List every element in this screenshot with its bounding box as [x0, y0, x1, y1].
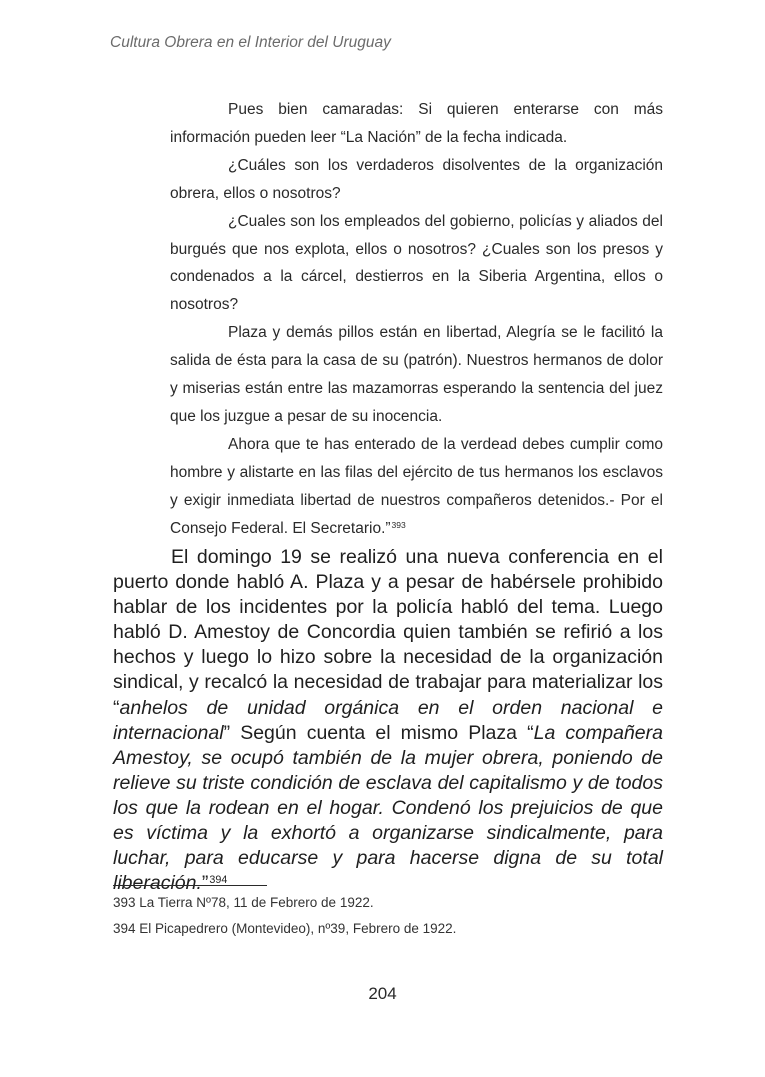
footnote-394: 394 El Picapedrero (Montevideo), nº39, Febrero de 1922.: [113, 920, 457, 936]
quote-paragraph-text: Ahora que te has enterado de la verdead debes cumplir como hombre y alistarte en las filas del ejército de tus hermanos los esclavos y exigir inmediata libertad de nuestros compañeros detenidos.- Por el Consejo Federal. El Secretario.”: [170, 435, 663, 537]
quote-paragraph-last: [170, 431, 663, 543]
footnote-ref-393: 393: [391, 519, 406, 530]
body-text-segment: El domingo 19 se realizó una nueva conferencia en el puerto donde habló A. Plaza y a pesar de habérsele prohibido hablar de los incidentes por la policía habló del tema. Luego habló D. Amestoy de Concordia quien también se refirió a los hechos y luego lo hizo sobre la necesidad de la organización sindical, y recalcó la necesidad de trabajar para materializar los “: [113, 546, 663, 719]
body-text-segment: ”: [201, 872, 209, 895]
italic-quote-segment: La compañera Amestoy, se ocupó también de la mujer obrera, poniendo de relieve su triste condición de esclava del capitalismo y de todos los que la rodean en el hogar. Condenó los prejuicios de que es víctima y la exhortó a organizarse sindicalmente, para luchar, para educarse y para hacerse digna de su total liberación.: [113, 721, 663, 895]
page-number: 204: [368, 984, 397, 1003]
quote-paragraph: ¿Cuales son los empleados del gobierno, policías y aliados del burgués que nos explota, ellos o nosotros? ¿Cuales son los presos y condenados a la cárcel, destierros en la Siberia Argentina, ellos o nosotros?: [170, 212, 663, 314]
italic-quote-segment: anhelos de unidad orgánica en el orden nacional e internacional: [113, 696, 663, 744]
body-text-segment: ” Según cuenta el mismo Plaza “: [223, 721, 534, 744]
quote-paragraph: Pues bien camaradas: Si quieren enterarse con más información pueden leer “La Nación” de la fecha indicada.: [170, 101, 663, 146]
body-paragraph-text: [113, 545, 663, 896]
footnote-separator: [113, 885, 267, 886]
footnote-ref-394: 394: [209, 874, 228, 887]
running-header: Cultura Obrera en el Interior del Uruguay: [110, 34, 391, 51]
quote-paragraph: Plaza y demás pillos están en libertad, Alegría se le facilitó la salida de ésta para la casa de su (patrón). Nuestros hermanos de dolor y miserias están entre las mazamorras esperando la sentencia del juez que los juzgue a pesar de su inocencia.: [170, 324, 663, 425]
quote-paragraph: ¿Cuáles son los verdaderos disolventes de la organización obrera, ellos o nosotros?: [170, 156, 663, 202]
quoted-manifesto: [170, 96, 663, 543]
footnote-393: 393 La Tierra Nº78, 11 de Febrero de 1922.: [113, 895, 374, 910]
footnotes: [113, 890, 673, 941]
body-paragraph: [113, 545, 663, 896]
